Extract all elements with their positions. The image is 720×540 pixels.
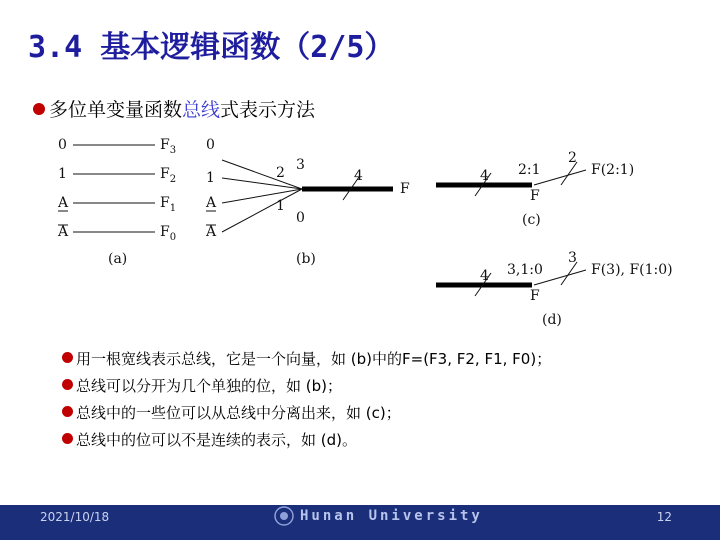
bullet-list [62, 346, 551, 454]
c-width: 4 [480, 168, 489, 184]
c-range: 2:1 [518, 162, 541, 178]
bus-diagram [40, 130, 700, 335]
bullet-dot-icon [62, 406, 73, 417]
c-bus-label: F [530, 188, 540, 204]
bullet-dot-icon [62, 352, 73, 363]
list-item: 用一根宽线表示总线，它是一个向量，如 (b)中的F=(F3, F2, F1, F0)； [62, 346, 551, 373]
b-bit-2: 2 [276, 165, 285, 181]
diagram-b [205, 137, 410, 267]
a-input-3: A [58, 224, 69, 240]
a-caption: (a) [108, 251, 128, 267]
b-output: F [400, 181, 410, 197]
page-title: 3.4 基本逻辑函数（2/5） [28, 30, 395, 65]
main-bullet-highlight: 总线 [182, 99, 221, 121]
list-item: 总线中的一些位可以从总线中分离出来，如 (c)； [62, 400, 551, 427]
d-sub-width: 3 [568, 250, 577, 266]
b-input-3: A [206, 224, 217, 240]
b-input-2: A [206, 195, 217, 211]
c-sub-width: 2 [568, 150, 577, 166]
diagram-c [436, 150, 634, 228]
list-item: 总线中的位可以不是连续的表示，如 (d)。 [62, 427, 551, 454]
a-output-0: $F_0$ [160, 224, 177, 243]
main-bullet [33, 95, 315, 122]
footer-bar [0, 505, 720, 540]
d-range: 3,1:0 [507, 262, 543, 278]
diagram-d [436, 250, 673, 328]
list-item: 总线可以分开为几个单独的位，如 (b)； [62, 373, 551, 400]
b-input-0: 0 [206, 137, 215, 153]
d-caption: (d) [542, 312, 562, 328]
a-output-3: $F_3$ [160, 137, 177, 156]
a-output-2: $F_2$ [160, 166, 177, 185]
b-width: 4 [354, 168, 363, 184]
b-bit-0: 0 [296, 210, 305, 226]
page-number: 12 [656, 510, 672, 524]
d-output: F(3), F(1:0) [591, 262, 673, 278]
bullet-dot-icon [62, 379, 73, 390]
bullet-dot-icon [33, 103, 45, 115]
b-input-1: 1 [206, 170, 215, 186]
a-input-0: 0 [58, 137, 67, 153]
b-bit-1: 1 [276, 198, 285, 214]
bullet-dot-icon [62, 433, 73, 444]
main-bullet-text-2: 式表示方法 [220, 99, 316, 121]
a-input-1: 1 [58, 166, 67, 182]
c-output: F(2:1) [591, 162, 635, 178]
d-width: 4 [480, 268, 489, 284]
b-bit-3: 3 [296, 157, 305, 173]
diagram-a [57, 137, 176, 267]
c-caption: (c) [522, 212, 541, 228]
b-caption: (b) [296, 251, 316, 267]
footer-university: Hunan University [300, 508, 483, 524]
a-output-1: $F_1$ [160, 195, 177, 214]
a-input-2: A [58, 195, 69, 211]
main-bullet-text-1: 多位单变量函数 [49, 99, 183, 121]
d-bus-label: F [530, 288, 540, 304]
footer-date: 2021/10/18 [40, 510, 110, 524]
